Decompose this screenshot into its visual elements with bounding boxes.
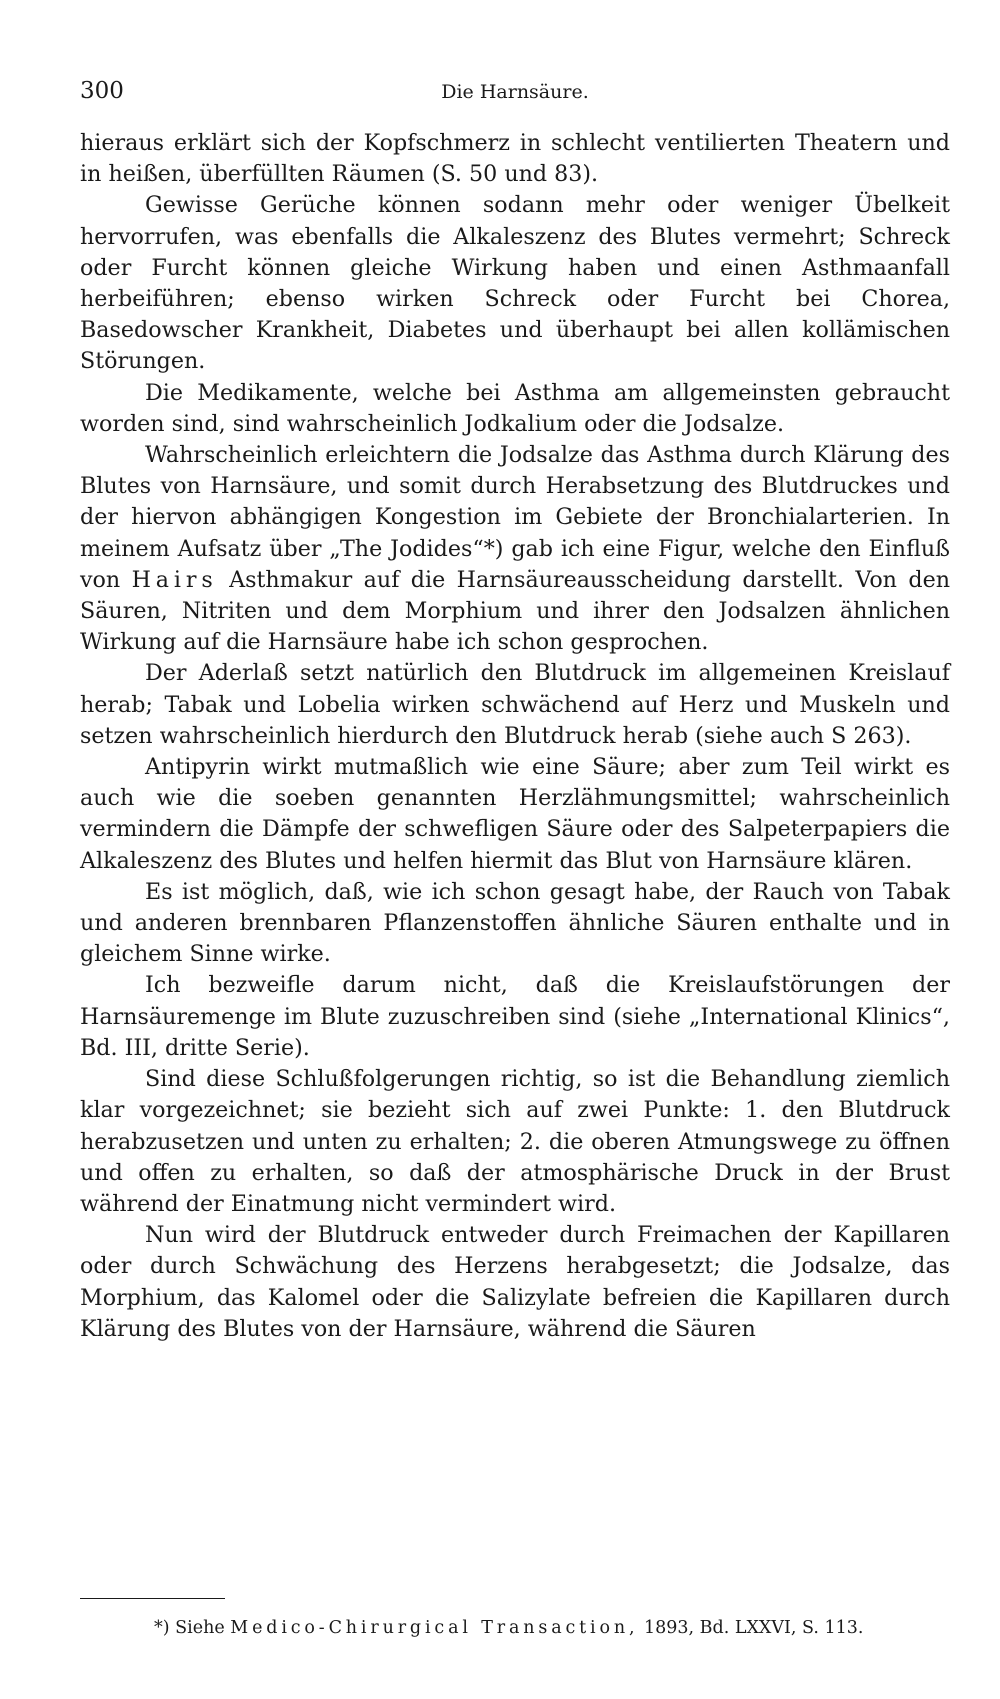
paragraph: Nun wird der Blutdruck entweder durch Freimachen der Kapillaren oder durch Schwächung des Herzens herabgesetzt; die Jodsalze, das Morphium, das Kalomel oder die Salizylate befreien die Kapillaren durch Klärung des Blutes von der Harnsäure, während die Säuren [80,1222,950,1342]
paragraph [80,440,950,658]
paragraph: Gewisse Gerüche können sodann mehr oder weniger Übelkeit hervorrufen, was ebenfalls die Alkaleszenz des Blutes vermehrt; Schreck oder Furcht können gleiche Wirkung haben und einen Asthmaanfall herbeiführen; ebenso wirken Schreck oder Furcht bei Chorea, Basedowscher Krankheit, Diabetes und überhaupt bei allen kollämischen Störungen. [80,192,950,375]
running-head: Die Harnsäure. [441,81,589,103]
paragraph-text: Asthmakur auf die Harnsäureausscheidung darstellt. Von den Säuren, Nitriten und dem Morphium und ihrer den Jodsalzen ähnlichen Wirkung auf die Harnsäure habe ich schon gesprochen. [80,566,950,656]
footnote-rule [80,1598,225,1599]
footnote-marker: *) Siehe [154,1618,225,1638]
paragraph: Ich bezweifle darum nicht, daß die Kreislaufstörungen der Harnsäuremenge im Blute zuzuschreiben sind (siehe „International Klinics“, Bd. III, dritte Serie). [80,972,950,1061]
paragraph: hieraus erklärt sich der Kopfschmerz in schlecht ventilierten Theatern und in heißen, überfüllten Räumen (S. 50 und 83). [80,130,950,188]
paragraph: Der Aderlaß setzt natürlich den Blutdruck im allgemeinen Kreislauf herab; Tabak und Lobelia wirken schwächend auf Herz und Muskeln und setzen wahrscheinlich hierdurch den Blutdruck herab (siehe auch S 263). [80,660,950,749]
paragraph: Antipyrin wirkt mutmaßlich wie eine Säure; aber zum Teil wirkt es auch wie die soeben genannten Herzlähmungsmittel; wahrscheinlich vermindern die Dämpfe der schwefligen Säure oder des Salpeterpapiers die Alkaleszenz des Blutes und helfen hiermit das Blut von Harnsäure klären. [80,754,950,874]
author-name: Hairs [131,566,218,593]
paragraph: Es ist möglich, daß, wie ich schon gesagt habe, der Rauch von Tabak und anderen brennbaren Pflanzenstoffen ähnliche Säuren enthalte und in gleichem Sinne wirke. [80,878,950,968]
page-header [80,78,950,112]
paragraph-text: Wahrscheinlich erleichtern die Jodsalze das Asthma durch Klärung des Blutes von Harnsäure, und somit durch Herabsetzung des Blutdruckes und der hiervon abhängigen Kongestion im Gebiete der Bronchialarterien. In meinem Aufsatz über „The Jodides“*) gab ich eine Figur, welche den Einfluß von [80,442,950,593]
footnote-citation: 1893, Bd. LXXVI, S. 113. [643,1618,864,1638]
paragraph: Die Medikamente, welche bei Asthma am allgemeinsten gebraucht worden sind, sind wahrscheinlich Jodkalium oder die Jodsalze. [80,379,950,437]
paragraph: Sind diese Schlußfolgerungen richtig, so ist die Behandlung ziemlich klar vorgezeichnet; sie bezieht sich auf zwei Punkte: 1. den Blutdruck herabzusetzen und unten zu erhalten; 2. die oberen Atmungswege zu öffnen und offen zu erhalten, so daß der atmosphärische Druck in der Brust während der Einatmung nicht vermindert wird. [80,1066,950,1217]
footnote [154,1616,950,1640]
page-number: 300 [80,78,124,104]
footnote-source: Medico-Chirurgical Transaction, [230,1618,639,1638]
body-text [80,128,950,1345]
